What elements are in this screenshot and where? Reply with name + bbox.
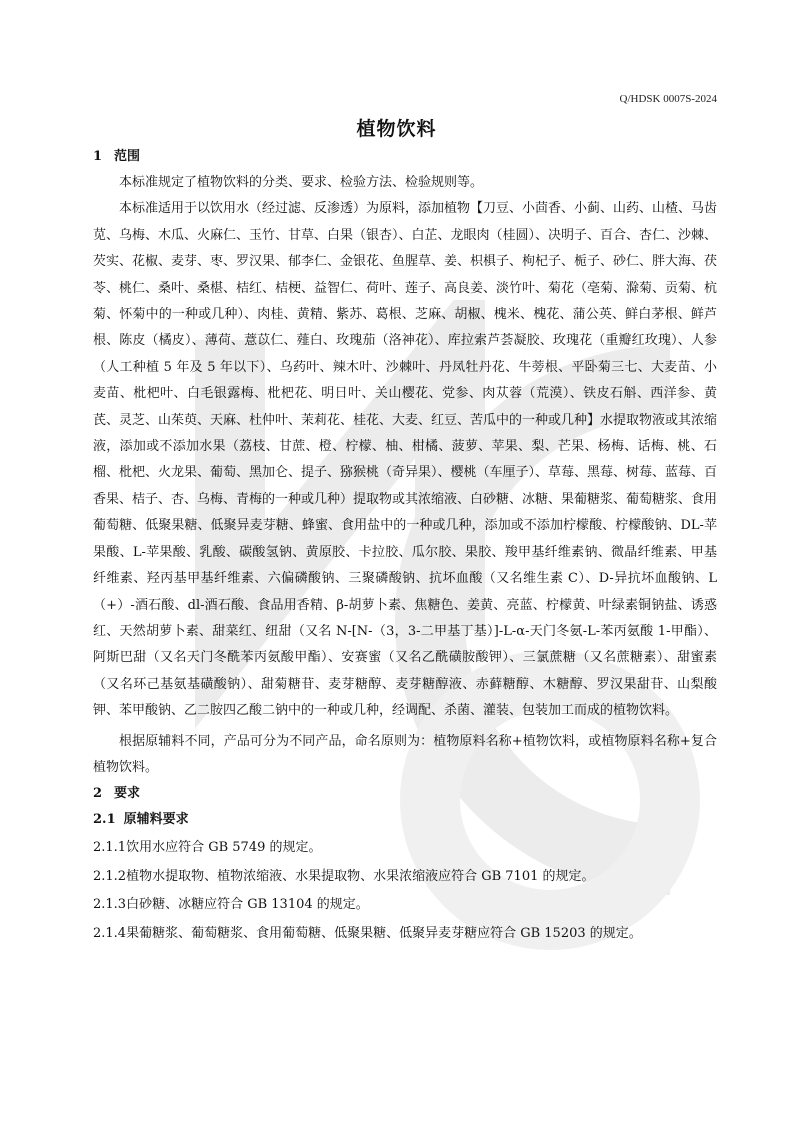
section-number: 1: [93, 149, 103, 164]
clause-2-1-1: 2.1.1饮用水应符合 GB 5749 的规定。: [93, 840, 322, 856]
subsection-heading-raw-materials: [93, 809, 717, 831]
scope-paragraph-2: 本标准适用于以饮用水（经过滤、反渗透）为原料，添加植物【刀豆、小茴香、小蓟、山药、山楂、马齿苋、乌梅、木瓜、火麻仁、玉竹、甘草、白果（银杏）、白芷、龙眼肉（桂圆）、决明子、百合、杏仁、沙棘、芡实、花椒、麦芽、枣、罗汉果、郁李仁、金银花、鱼腥草、姜、枳椇子、枸杞子、栀子、砂仁、胖大海、茯苓、桃仁、桑叶、桑椹、桔红、桔梗、益智仁、荷叶、莲子、高良姜、淡竹叶、菊花（亳菊、滁菊、贡菊、杭菊、怀菊中的一种或几种）、肉桂、黄精、紫苏、葛根、芝麻、胡椒、槐米、槐花、蒲公英、鲜白茅根、鲜芦根、陈皮（橘皮）、薄荷、薏苡仁、薤白、玫瑰茄（洛神花）、库拉索芦荟凝胶、玫瑰花（重瓣红玫瑰）、人参（人工种植 5 年及 5 年以下）、乌药叶、辣木叶、沙棘叶、丹凤牡丹花、牛蒡根、平卧菊三七、大麦苗、小麦苗、枇杷叶、白毛银露梅、枇杷花、明日叶、关山樱花、党参、肉苁蓉（荒漠）、铁皮石斛、西洋参、黄芪、灵芝、山茱萸、天麻、杜仲叶、茉莉花、桂花、大麦、红豆、苦瓜中的一种或几种】水提取物液或其浓缩液，添加或不添加水果（荔枝、甘蔗、橙、柠檬、柚、柑橘、菠萝、苹果、梨、芒果、杨梅、话梅、桃、石榴、枇杷、火龙果、葡萄、黑加仑、提子、猕猴桃（奇异果）、樱桃（车厘子）、草莓、黑莓、树莓、蓝莓、百香果、桔子、杏、乌梅、青梅的一种或几种）提取物或其浓缩液、白砂糖、冰糖、果葡糖浆、葡萄糖浆、食用葡萄糖、低聚果糖、低聚异麦芽糖、蜂蜜、食用盐中的一种或几种，添加或不添加柠檬酸、柠檬酸钠、DL-苹果酸、L-苹果酸、乳酸、碳酸氢钠、黄原胶、卡拉胶、瓜尔胶、果胶、羧甲基纤维素钠、微晶纤维素、甲基纤维素、羟丙基甲基纤维素、六偏磷酸钠、三聚磷酸钠、抗坏血酸（又名维生素 C）、D-异抗坏血酸钠、L（+）-酒石酸、dl-酒石酸、食品用香精、β-胡萝卜素、焦糖色、姜黄、亮蓝、柠檬黄、叶绿素铜钠盐、诱惑红、天然胡萝卜素、甜菜红、纽甜（又名 N-[N-（3，3-二甲基丁基）]-L-α-天门冬氨-L-苯丙氨酸 1-甲酯）、阿斯巴甜（又名天门冬酰苯丙氨酸甲酯）、安赛蜜（又名乙酰磺胺酸钾）、三氯蔗糖（又名蔗糖素）、甜蜜素（又名环己基氨基磺酸钠）、甜菊糖苷、麦芽糖醇、麦芽糖醇液、赤藓糖醇、木糖醇、罗汉果甜苷、山梨酸钾、苯甲酸钠、乙二胺四乙酸二钠中的一种或几种，经调配、杀菌、灌装、包装加工而成的植物饮料。: [93, 201, 718, 719]
section-title: 要求: [114, 786, 141, 802]
subsection-number: 2.1: [93, 812, 116, 828]
section-heading-scope: [93, 146, 717, 168]
section-heading-requirements: [93, 783, 717, 805]
section-title: 范围: [114, 149, 141, 164]
scope-paragraph-3: 根据原辅料不同，产品可分为不同产品，命名原则为：植物原料名称+植物饮料，或植物原料名称+复合植物饮料。: [93, 733, 717, 775]
clause-2-1-3: 2.1.3白砂糖、冰糖应符合 GB 13104 的规定。: [93, 897, 369, 913]
clause-2-1-2: 2.1.2植物水提取物、植物浓缩液、水果提取物、水果浓缩液应符合 GB 7101 的规定。: [93, 868, 595, 884]
document-code: Q/HDSK 0007S-2024: [619, 93, 717, 105]
section-number: 2: [93, 786, 103, 802]
scope-paragraph-1: 本标准规定了植物饮料的分类、要求、检验方法、检验规则等。: [119, 175, 484, 190]
document-body: [93, 146, 717, 947]
subsection-title: 原辅料要求: [123, 812, 189, 828]
clause-2-1-4: 2.1.4果葡糖浆、葡萄糖浆、食用葡萄糖、低聚果糖、低聚异麦芽糖应符合 GB 15203 的规定。: [93, 925, 642, 941]
document-title: 植物饮料: [356, 118, 437, 140]
